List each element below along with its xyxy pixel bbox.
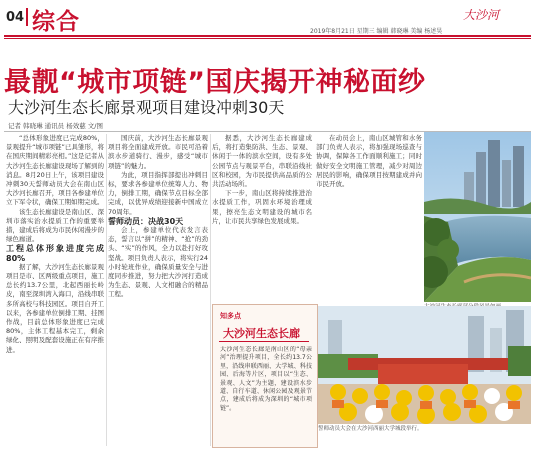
paragraph: 据了解，大沙河生态长廊景观项目是市、区两级重点项目，施工总长约13.7公里，北起西丽长岭皮，南至深圳湾入海口，沿线串联多所高校与科技园区。项目自开工以来，各参建单位倒排工期、挂图作战，目前总体形象进度已完成80%，主体工程基本完工，剩余绿化、照明及配套设施正在有序推进。 <box>6 262 104 354</box>
column-divider <box>210 134 211 446</box>
fact-box-title: 大沙河生态长廊 <box>223 327 300 340</box>
workers-rally-photo <box>318 306 531 424</box>
page-number: 04 <box>6 10 25 25</box>
fact-box-tag: 知多点 <box>220 312 241 320</box>
river-landscape-photo <box>424 132 531 302</box>
paragraph: 据悉，大沙河生态长廊建成后，将打造集防洪、生态、景观、休闲于一体的滨水空间，设有多处公园节点与观景平台，串联沿线社区和校园，为市民提供高品质的公共活动场所。 <box>212 134 312 189</box>
paragraph: 在动员会上，南山区城管和水务部门负责人表示，将加强现场巡查与协调，保障各工作面顺利施工；同时做好安全文明施工管理，减少对周边居民的影响，确保项目按期建成并向市民开放。 <box>316 134 422 189</box>
column-divider <box>106 134 107 446</box>
header-rule-thin <box>4 38 531 39</box>
subheading: 工程总体形象进度完成80% <box>6 244 104 263</box>
article-column-1 <box>6 134 104 446</box>
photo-caption: 誓师动员大会在大沙河西丽大学城段举行。 <box>318 426 423 432</box>
workers-rally-illustration <box>318 306 531 424</box>
headline: 最靓“城市项链”国庆揭开神秘面纱 <box>4 67 426 98</box>
paragraph: 国庆前，大沙河生态长廊景观项目将全面建成开放。市民可沿着滨水步道骑行、漫步，感受“城市项链”的魅力。 <box>108 134 208 170</box>
river-landscape-illustration <box>424 132 531 302</box>
subheading: 誓师动员：决战30天 <box>108 216 184 226</box>
fact-box <box>212 304 318 448</box>
article-column-3 <box>212 134 312 299</box>
paragraph: 为此，项目指挥部提出冲刺目标，要求各参建单位统筹人力、物力，倒排工期，确保节点目标全部完成，以优异成绩迎接新中国成立70周年。 <box>108 170 208 216</box>
paragraph: 下一步，南山区将持续推进治水提质工作，巩固水环境治理成果，擦亮生态文明建设的城市名片，让市民共享绿色发展成果。 <box>212 189 312 225</box>
fact-box-body: 大沙河生态长廊是南山区的“母亲河”治理提升项目，全长约13.7公里，沿线串联西丽、大学城、科技园、后海等片区，项目以“生态、景观、人文”为主题，建设滨水步道、自行车道、休闲公园及观景节点，建成后将成为深圳的“城市项链”。 <box>220 346 312 412</box>
section-title: 综合 <box>32 9 80 35</box>
subheadline: 大沙河生态长廊景观项目建设冲刺30天 <box>8 98 285 117</box>
fact-box-rule <box>219 341 309 342</box>
paragraph: 会上，参建单位代表发言表态，誓言以“拼”的精神、“抢”的劲头、“实”的作风，全力以赴打好攻坚战。项目负责人表示，将实行24小时轮班作业，确保质量安全与进度同步推进，努力把大沙河打造成为生态、景观、人文相融合的精品工程。 <box>108 226 208 299</box>
paragraph: 该生态长廊建设是南山区、深圳市落实治水提质工作的重要举措，建成后将成为市民休闲漫步的绿色廊道。 <box>6 207 104 244</box>
article-column-2 <box>108 134 208 446</box>
byline: 记者 韩晓琳 通讯员 杨效慈 文/图 <box>8 122 103 130</box>
paragraph: “总体形象进度已完成80%，景观提升“城市项链”已具雏形，将在国庆期间精彩亮相。”这是记者从大沙河生态长廊建设现场了解到的消息。8月20日上午，该项目建设冲刺30天誓师动员大会在南山区大沙河长廊召开，项目各参建单位立下军令状，确保工期如期完成。 <box>6 134 104 207</box>
page-header <box>0 0 535 36</box>
dateline: 2019年8月21日 星期三 编辑 韩晓琳 美编 杨述昊 <box>310 28 443 35</box>
article-column-4 <box>316 134 422 217</box>
header-divider <box>26 8 28 26</box>
paper-logo: 大沙河 <box>463 8 500 22</box>
header-rule <box>4 35 531 37</box>
